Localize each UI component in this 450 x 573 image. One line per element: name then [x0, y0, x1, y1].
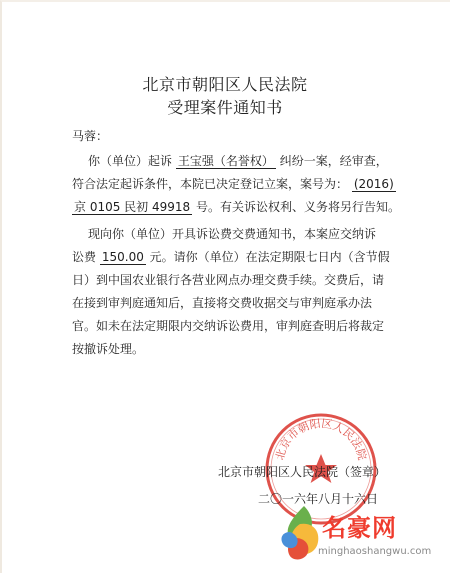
- para2-line1: 现向你（单位）开具诉讼费交费通知书，本案应交纳诉: [88, 227, 377, 241]
- litigation-fee-amount: 150.00: [101, 250, 144, 264]
- para1-line3: [72, 200, 400, 215]
- watermark-url: minghaoshangwu.com: [318, 546, 432, 557]
- para2-l2-c: 元。请你（单位）在法定期限七日内（含节假: [149, 250, 390, 264]
- para2-line3: 日）到中国农业银行各营业网点办理交费手续。交费后，请: [72, 273, 385, 287]
- para1-l3-b: 号。有关诉讼权利、义务将另行告知。: [196, 200, 401, 214]
- svg-text:北京市朝阳区人民法院: [273, 417, 370, 461]
- para1-l1-a: 你（单位）起诉: [88, 154, 173, 168]
- para1-l1-c: 纠纷一案，经审查，: [279, 154, 388, 168]
- court-name-title: 北京市朝阳区人民法院: [142, 75, 308, 94]
- court-signature: 北京市朝阳区人民法院（签章）: [218, 465, 387, 479]
- case-year: (2016): [353, 177, 394, 191]
- salutation: 马蓉：: [72, 129, 109, 143]
- para1-line1: [88, 154, 388, 169]
- para2-l2-a: 讼费: [72, 250, 97, 264]
- para2-line2: [72, 250, 390, 265]
- plaintiff-cause: 王宝强（名誉权）: [177, 154, 274, 168]
- issue-date: 二〇一六年八月十六日: [258, 492, 379, 506]
- seal-text: 北京市朝阳区人民法院: [273, 417, 369, 462]
- para2-line4: 在接到审判庭通知后，直接将交费收据交与审判庭承办法: [72, 296, 373, 310]
- notice-title: 受理案件通知书: [167, 98, 283, 117]
- para2-line5: 官。如未在法定期限内交纳诉讼费用，审判庭查明后将裁定: [72, 319, 385, 333]
- para1-l2-a: 符合法定起诉条件，本院已决定登记立案，案号为：: [72, 177, 349, 191]
- watermark-brand: 名豪网: [322, 514, 397, 542]
- para1-line2: [72, 177, 396, 192]
- para2-line6: 按撤诉处理。: [72, 342, 145, 356]
- case-number: 京 0105 民初 49918: [74, 200, 191, 214]
